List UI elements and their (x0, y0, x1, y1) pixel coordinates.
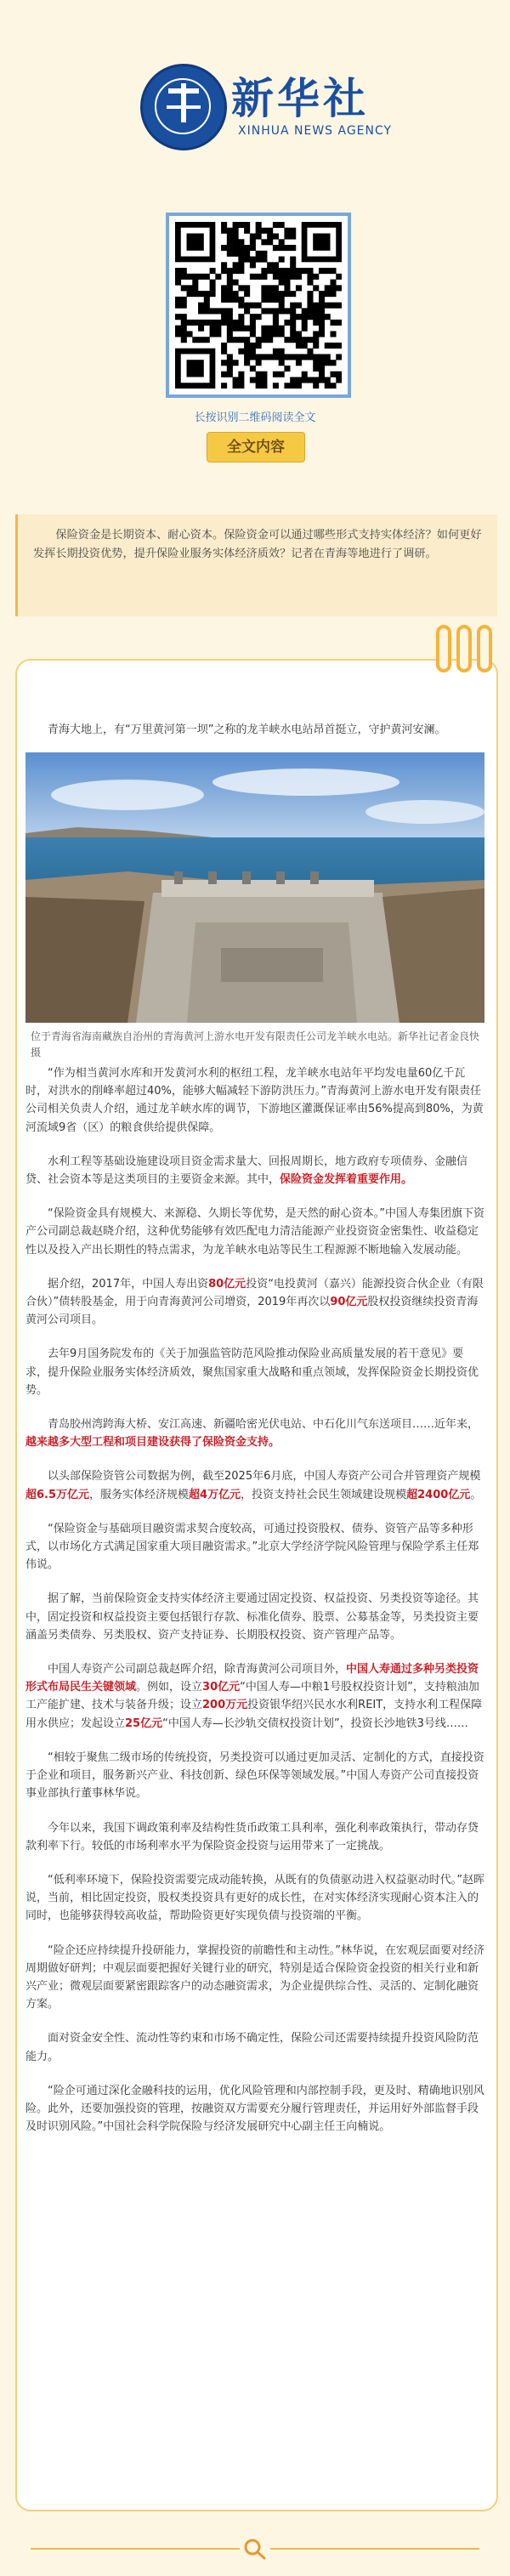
paragraph: 去年9月国务院发布的《关于加强监管防范风险推动保险业高质量发展的若干意见》要求，提升保险业服务实体经济质效，聚焦国家重大战略和重点领域，发挥保险资金长期投资优势。 (26, 1348, 479, 1397)
highlight: 30亿元 (202, 1681, 241, 1694)
text-run: 投资银华绍兴民水水利REIT，支持水利工程保障用水供应；发起设立 (26, 1699, 483, 1730)
xinhua-logo (102, 60, 408, 153)
text-run: ，服务实体经济规模 (89, 1488, 190, 1501)
text-run: “中国人寿—中粮1号股权投资计划”，支持粮油加工产能扩建、技术与装备升级；设立 (26, 1681, 479, 1712)
magnifier-icon (240, 2535, 270, 2562)
text-run: 据介绍，2017年，中国人寿出资 (48, 1277, 209, 1291)
xinhua-emblem-icon (140, 64, 227, 150)
highlight: 25亿元 (125, 1716, 163, 1730)
paragraph: “保险资金与基础项目融资需求契合度较高，可通过投资股权、债券、资管产品等多种形式，以市场化方式满足国家重大项目融资需求。”北京大学经济学院风险管理与保险学系主任郑伟说。 (26, 1522, 479, 1572)
paragraph (26, 1153, 484, 1189)
text-run: 股权投资继续投资青海黄河公司项目。 (26, 1296, 479, 1327)
highlight: 90亿元 (330, 1296, 368, 1309)
highlight: 中国人寿通过多种另类投资形式布局民生关键领域 (26, 1663, 479, 1694)
highlight: 80亿元 (208, 1277, 246, 1291)
text-run: 。 (470, 1488, 482, 1501)
paragraph: “低利率环境下，保险投资需要完成动能转换，从既有的负债驱动进入权益驱动时代。”赵晖说，当前，相比固定投资，股权类投资具有更好的成长性，在对实体经济实现耐心资本注入的同时，也能够获得较高收益，帮助险资更好实现负债与投资端的平衡。 (26, 1873, 484, 1923)
paragraph: “险企还应持续提升投研能力，掌握投资的前瞻性和主动性。”林华说，在宏观层面要对经济周期做好研判；中观层面要把握好关键行业的研究，特别是适合保险资金投资的相关行业和新兴产业；微观层面要紧密跟踪客户的动态融资需求，为企业提供综合性、灵活的、定制化融资方案。 (26, 1943, 484, 2011)
paragraph: “保险资金具有规模大、来源稳、久期长等优势，是天然的耐心资本。”中国人寿集团旗下资产公司副总裁赵晓介绍，这种优势能够有效匹配电力清洁能源产业投资资金密集性、收益稳定性以及投入产出长期性的特点需求，为龙羊峡水电站等民生工程源源不断地输入发展动能。 (26, 1207, 484, 1257)
paragraph: “相较于聚焦二级市场的传统投资，另类投资可以通过更加灵活、定制化的方式，直接投资于企业和项目，服务新兴产业、科技创新、绿色环保等领域发展。”中国人寿资产公司直接投资事业部执行董事林华说。 (26, 1750, 484, 1801)
paragraph: 今年以来，我国下调政策利率及结构性货币政策工具利率，强化利率政策执行，带动存贷款利率下行。较低的市场利率水平为保险资金投资与运用带来了一定挑战。 (26, 1821, 479, 1853)
qr-caption: 长按识别二维码阅读全文 (194, 411, 316, 424)
paragraph: 据了解，当前保险资金支持实体经济主要通过固定投资、权益投资、另类投资等途径。其中，固定投资和权益投资主要包括银行存款、标准化债券、股票、公募基金等，另类投资主要涵盖另类债券、另类股权、资产支持证券、长期股权投资、资产管理产品等。 (26, 1592, 479, 1642)
highlight: 保险资金发挥着重要作用。 (280, 1173, 413, 1187)
paragraph (26, 1660, 484, 1733)
paragraph: “作为相当黄河水库和开发黄河水利的枢纽工程，龙羊峡水电站年平均发电量60亿千瓦时，对洪水的削峰率超过40%，能够大幅减轻下游防洪压力。”青海黄河上游水电开发有限责任公司相关负责人介绍，通过龙羊峡水库的调节，下游地区灌溉保证率由56%提高到80%，为黄河流域9省（区）的粮食供给提供保障。 (26, 1067, 484, 1134)
intro-text: 保险资金是长期资本、耐心资本。保险资金可以通过哪些形式支持实体经济？如何更好发挥长期投资优势，提升保险业服务实体经济质效？记者在青海等地进行了调研。 (33, 529, 482, 560)
text-run: 中国人寿资产公司副总裁赵晖介绍，除青海黄河公司项目外， (48, 1663, 347, 1677)
dam-photo (26, 752, 484, 1023)
logo-subtitle: XINHUA NEWS AGENCY (238, 124, 393, 138)
highlight: 超4万亿元 (189, 1488, 241, 1501)
paragraph: 青海大地上，有“万里黄河第一坝”之称的龙羊峡水电站昂首挺立，守护黄河安澜。 (48, 723, 446, 736)
text-run: “中国人寿—长沙轨交债权投资计划”，投资长沙地铁3号线…… (162, 1716, 468, 1730)
text-run: 青岛胶州湾跨海大桥、安江高速、新疆哈密光伏电站、中石化川气东送项目……近年来， (48, 1418, 479, 1432)
paragraph (26, 1416, 484, 1451)
paragraph: 面对资金安全性、流动性等约束和市场不确定性，保险公司还需要持续提升投资风险防范能力。 (26, 2032, 479, 2063)
highlight: 越来越多大型工程和项目建设获得了保险资金支持。 (26, 1436, 280, 1450)
text-run: 投资“电投黄河（嘉兴）能源投资合伙企业（有限合伙）”债转股基金，用于向青海黄河公司增资，2019年再次以 (26, 1277, 484, 1309)
highlight: 超6.5万亿元 (26, 1488, 90, 1501)
paragraph: “险企可通过深化金融科技的运用，优化风险管理和内部控制手段，更及时、精确地识别风险。此外，还要加强投资的管理，按融资双方需要充分履行管理责任，并运用好外部监督手段及时识别风险。”中国社会科学院保险与经济发展研究中心副主任王向楠说。 (26, 2084, 484, 2134)
photo-caption: 位于青海省海南藏族自治州的青海黄河上游水电开发有限责任公司龙羊峡水电站。新华社记者金良快 摄 (31, 1030, 480, 1058)
text-run: 以头部保险资管公司数据为例，截至2025年6月底，中国人寿资产公司合并管理资产规模 (48, 1470, 481, 1484)
highlight: 超2400亿元 (406, 1488, 471, 1501)
paragraph (26, 1467, 484, 1503)
intro-box (15, 514, 497, 616)
full-text-button[interactable]: 全文内容 (207, 432, 305, 462)
text-run: 。例如，设立 (136, 1681, 203, 1694)
highlight: 200万元 (202, 1699, 248, 1712)
article-lead (26, 721, 484, 739)
paragraph (26, 1275, 484, 1330)
text-run: ，投资支持社会民生领域建设规模 (241, 1488, 407, 1501)
header (0, 0, 510, 536)
text-run: 水利工程等基础设施建设项目资金需求量大、回报周期长，地方政府专项债券、金融信贷、社会资本等是这类项目的主要资金来源。其中， (26, 1155, 468, 1187)
logo-title: 新华社 (231, 73, 369, 123)
qr-code-image (175, 222, 342, 389)
qr-code[interactable] (166, 213, 351, 398)
article-body (26, 1064, 484, 2136)
binder-rings-icon (429, 625, 497, 676)
